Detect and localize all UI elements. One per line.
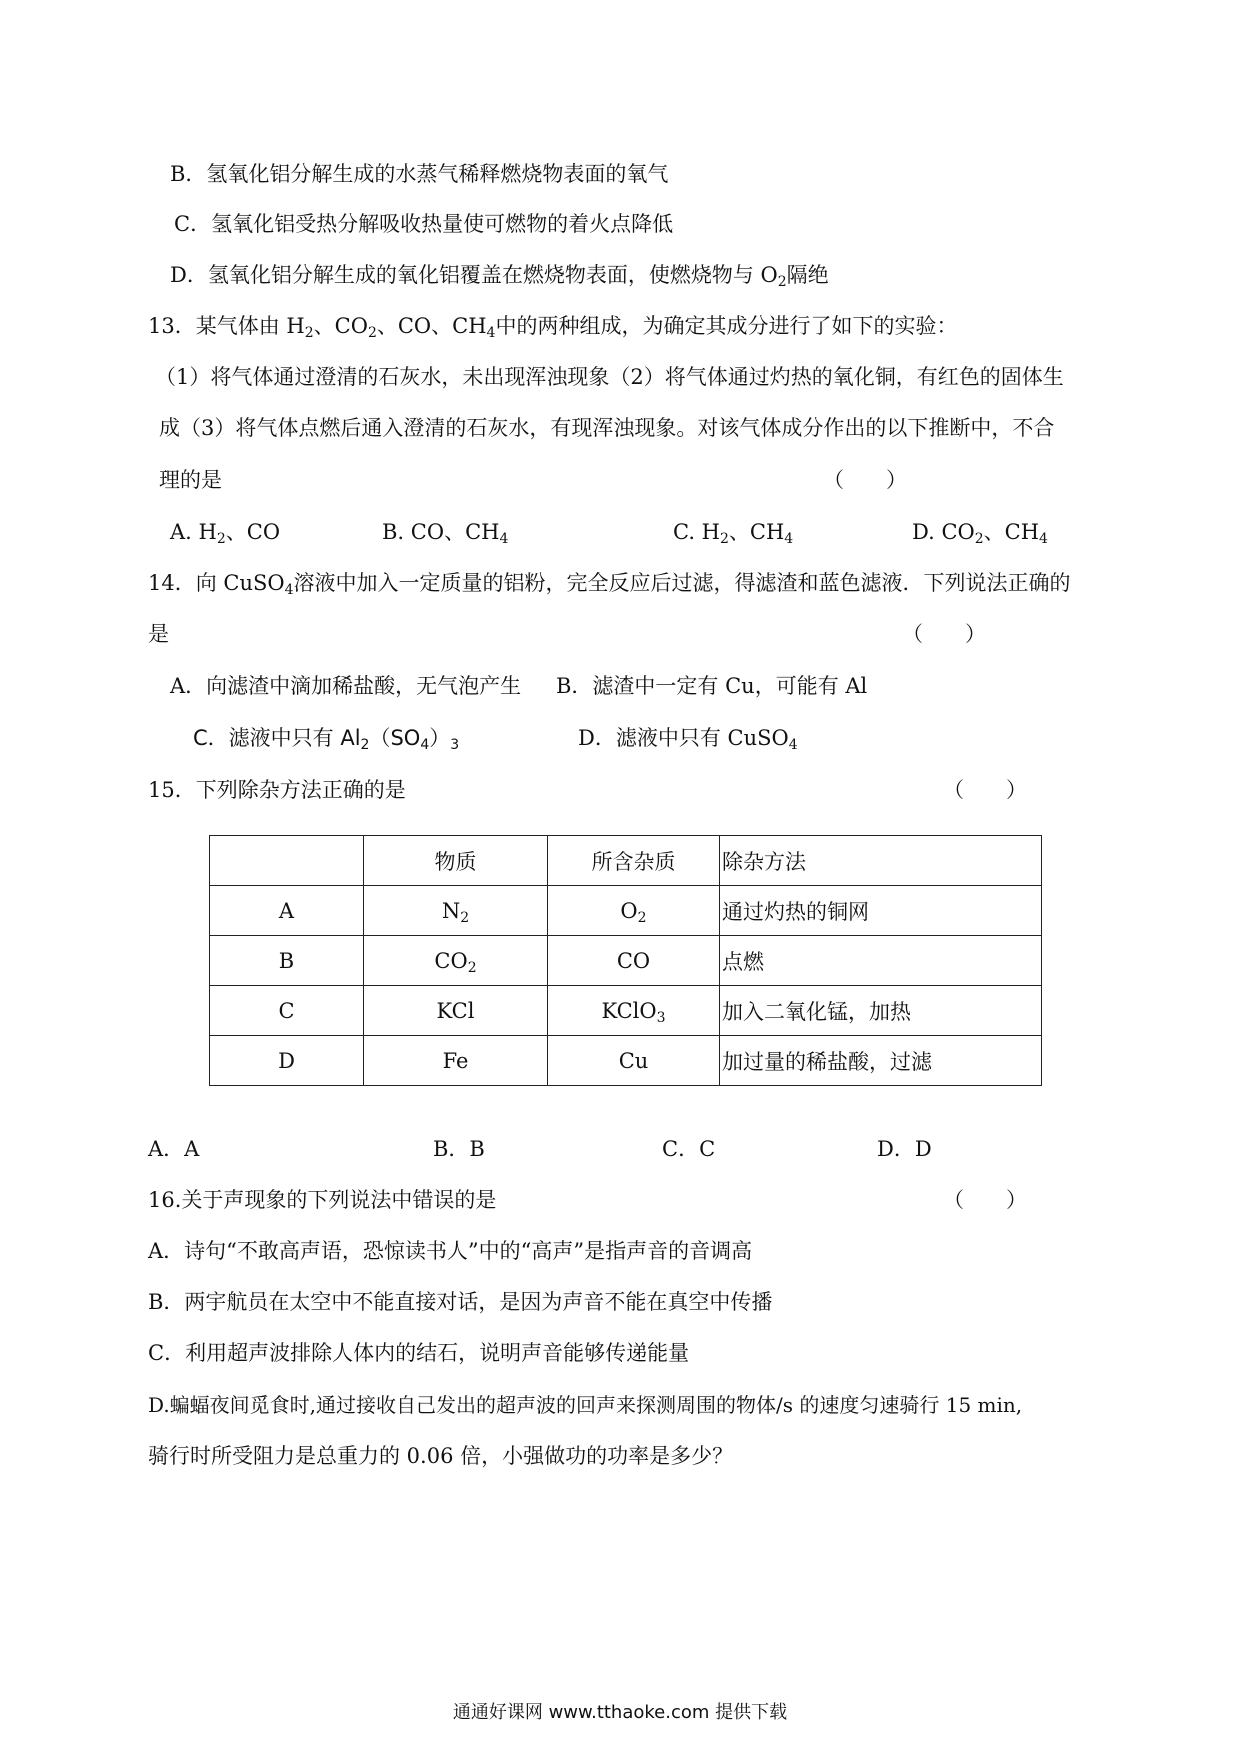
q15-option-a: A．A bbox=[148, 1137, 200, 1161]
q16-option-b: B．两宇航员在太空中不能直接对话，是因为声音不能在真空中传播 bbox=[148, 1290, 773, 1314]
q16-option-a: A．诗句“不敢高声语，恐惊读书人”中的“高声”是指声音的音调高 bbox=[148, 1239, 753, 1263]
q15-table bbox=[209, 835, 1042, 1086]
q14-answer-paren: （ ） bbox=[902, 622, 986, 646]
row-substance: $N_2$ bbox=[364, 886, 548, 936]
header-cell-impurity: 所含杂质 bbox=[548, 836, 720, 886]
q13-stem: 13．某气体由 $H_2$、$CO_2$、CO、$CH_4$中的两种组成，为确定其成分进行了如下的实验： bbox=[148, 314, 958, 341]
q13-line-2: （1）将气体通过澄清的石灰水，未出现浑浊现象（2）将气体通过灼热的氧化铜，有红色的固体生 bbox=[155, 365, 1064, 389]
row-method: 通过灼热的铜网 bbox=[720, 886, 1042, 936]
q16-option-c: C．利用超声波排除人体内的结石，说明声音能够传递能量 bbox=[148, 1341, 690, 1365]
row-method: 点燃 bbox=[720, 936, 1042, 986]
q13-option-c: C. $H_2$、$CH_4$ bbox=[673, 520, 794, 547]
q13-line-3: 成（3）将气体点燃后通入澄清的石灰水，有现浑浊现象。对该气体成分作出的以下推断中，不合 bbox=[159, 416, 1055, 440]
row-label: C bbox=[210, 986, 364, 1036]
header-cell-blank bbox=[210, 836, 364, 886]
table-row bbox=[210, 936, 1042, 986]
row-impurity: CO bbox=[548, 936, 720, 986]
q16-stem: 16.关于声现象的下列说法中错误的是 bbox=[148, 1188, 497, 1212]
q14-option-a: A．向滤渣中滴加稀盐酸，无气泡产生 bbox=[170, 674, 522, 698]
row-label: B bbox=[210, 936, 364, 986]
q13-line-4: 理的是 bbox=[159, 468, 222, 492]
q15-answer-paren: （ ） bbox=[943, 778, 1027, 802]
row-method: 加过量的稀盐酸，过滤 bbox=[720, 1036, 1042, 1086]
q13-option-b: B. CO、$CH_4$ bbox=[382, 520, 509, 547]
q12-option-c: C．氢氧化铝受热分解吸收热量使可燃物的着火点降低 bbox=[174, 212, 674, 236]
q13-option-d: D. $CO_2$、$CH_4$ bbox=[912, 520, 1048, 547]
q15-stem: 15．下列除杂方法正确的是 bbox=[148, 778, 406, 802]
q14-line-2: 是 bbox=[148, 622, 169, 646]
row-method: 加入二氧化锰，加热 bbox=[720, 986, 1042, 1036]
header-cell-method: 除杂方法 bbox=[720, 836, 1042, 886]
q15-option-d: D．D bbox=[877, 1137, 932, 1161]
row-label: D bbox=[210, 1036, 364, 1086]
row-impurity: Cu bbox=[548, 1036, 720, 1086]
row-label: A bbox=[210, 886, 364, 936]
q16-continuation-line: 骑行时所受阻力是总重力的 0.06 倍，小强做功的功率是多少？ bbox=[148, 1444, 734, 1468]
q13-answer-paren: （ ） bbox=[823, 468, 907, 492]
row-impurity: KClO$_3$ bbox=[548, 986, 720, 1036]
q15-option-c: C．C bbox=[662, 1137, 716, 1161]
row-impurity: $O_2$ bbox=[548, 886, 720, 936]
q15-option-b: B．B bbox=[433, 1137, 485, 1161]
row-substance: $CO_2$ bbox=[364, 936, 548, 986]
table-row bbox=[210, 886, 1042, 936]
row-substance: Fe bbox=[364, 1036, 548, 1086]
q16-answer-paren: （ ） bbox=[943, 1188, 1027, 1212]
q14-option-b: B．滤渣中一定有 Cu，可能有 Al bbox=[556, 674, 868, 698]
table-row bbox=[210, 986, 1042, 1036]
q12-option-b: B．氢氧化铝分解生成的水蒸气稀释燃烧物表面的氧气 bbox=[170, 162, 669, 186]
q16-option-d: D.蝙蝠夜间觅食时,通过接收自己发出的超声波的回声来探测周围的物体/s 的速度匀速骑行 15 min, bbox=[148, 1393, 1023, 1417]
q14-option-d: D．滤液中只有 CuSO$_4$ bbox=[578, 726, 798, 753]
q14-option-c: C．滤液中只有 $Al_2(SO_4)_3$ bbox=[193, 726, 460, 753]
q12-option-d: D．氢氧化铝分解生成的氧化铝覆盖在燃烧物表面，使燃烧物与 $O_2$隔绝 bbox=[170, 263, 829, 290]
row-substance: KCl bbox=[364, 986, 548, 1036]
page-footer: 通通好课网 www.tthaoke.com 提供下载 bbox=[452, 1702, 788, 1723]
q13-option-a: A. $H_2$、CO bbox=[170, 520, 281, 547]
q14-stem: 14．向 CuSO$_4$溶液中加入一定质量的铝粉，完全反应后过滤，得滤渣和蓝色滤液．下列说法正确的 bbox=[148, 571, 1071, 598]
table-header-row bbox=[210, 836, 1042, 886]
table-row bbox=[210, 1036, 1042, 1086]
header-cell-substance: 物质 bbox=[364, 836, 548, 886]
